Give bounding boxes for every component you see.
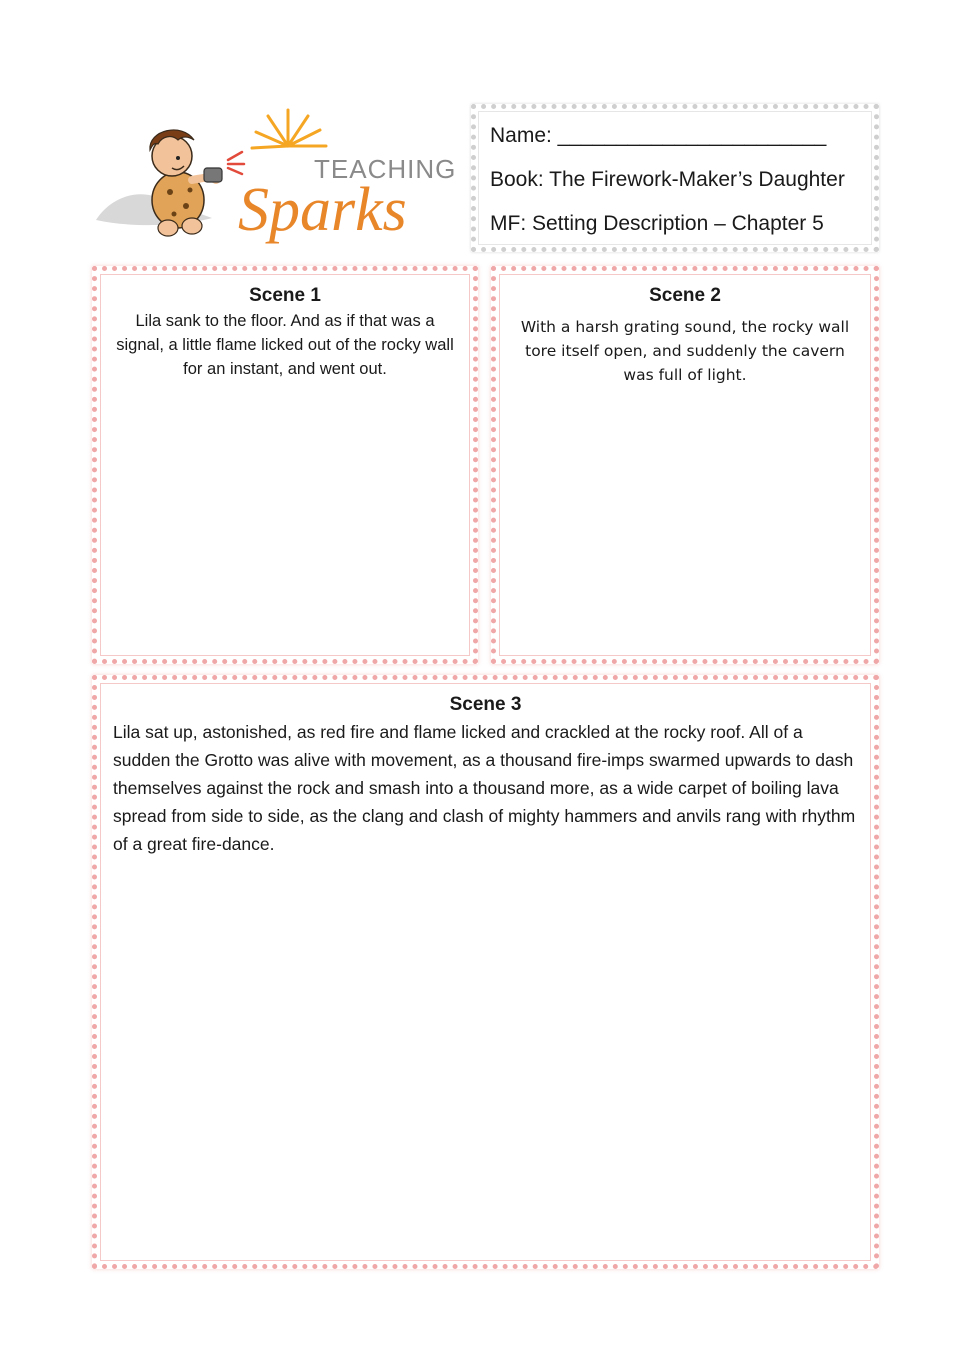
scene-2-text: With a harsh grating sound, the rocky wall tore itself open, and suddenly the cavern was full of light. — [520, 318, 850, 384]
scene-1-title: Scene 1 — [249, 285, 321, 306]
scene-3-box[interactable] — [92, 675, 879, 1269]
student-info-box — [471, 104, 879, 252]
teaching-sparks-logo — [92, 100, 462, 250]
scene-1-box[interactable] — [92, 266, 478, 664]
name-field[interactable]: Name: _______________________ — [490, 124, 827, 147]
logo-teaching-text: TEACHING — [314, 154, 457, 184]
scene-3-title: Scene 3 — [449, 694, 522, 715]
mf-subtitle: MF: Setting Description – Chapter 5 — [490, 212, 824, 235]
scene-3-text: Lila sat up, astonished, as red fire and flame licked and crackled at the rocky roof. All of a sudden the Grotto was alive with movement, as a thousand fire-imps swarmed upwards to dash themselves against the rock and smash into a thousand more, as a wide carpet of boiling lava spread from side to side, as the clang and clash of mighty hammers and anvils rang with rhythm of a great fire-dance. — [113, 722, 856, 854]
caveman-mascot-icon — [150, 130, 244, 236]
spark-rays-icon — [252, 110, 326, 148]
logo-sparks-text: Sparks — [238, 176, 407, 244]
scene-1-text: Lila sank to the floor. And as if that was a signal, a little flame licked out of the rocky wall for an instant, and went out. — [116, 312, 454, 378]
scene-2-box[interactable] — [491, 266, 879, 664]
scene-2-title: Scene 2 — [649, 285, 721, 306]
book-title: Book: The Firework-Maker’s Daughter — [490, 168, 845, 191]
